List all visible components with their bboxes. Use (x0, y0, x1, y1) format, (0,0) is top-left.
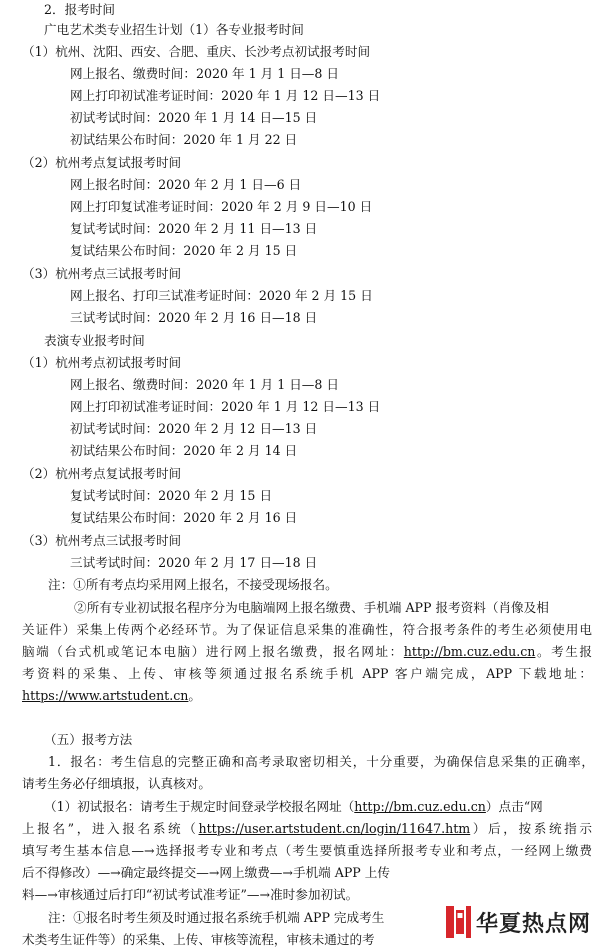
perf-initial-title: （1）杭州考点初试报考时间 (22, 355, 182, 370)
performance-heading: 表演专业报考时间 (44, 333, 145, 348)
note-1: 注：①所有考点均采用网上报名，不接受现场报名。 (48, 577, 338, 592)
list-item: 网上打印初试准考证时间：2020 年 1 月 12 日—13 日 (70, 399, 381, 414)
note-2-line-5 (22, 686, 603, 706)
list-item: 三试考试时间：2020 年 2 月 17 日—18 日 (70, 555, 318, 570)
note-2-line-1: ②所有专业初试报名程序分为电脑端网上报名缴费、手机端 APP 报考资料（肖像及相 (74, 600, 549, 615)
registration-link[interactable]: http://bm.cuz.edu.cn (403, 644, 536, 659)
list-item: 初试结果公布时间：2020 年 2 月 14 日 (70, 443, 298, 458)
initial-registration-line-4: 后不得修改）—→确定最终提交—→网上缴费—→手机端 APP 上传 (22, 865, 390, 880)
registration-note-line-1: 注：①报名时考生须及时通过报名系统手机端 APP 完成考生 (48, 910, 385, 925)
artstudent-login-link[interactable]: https://user.artstudent.cn/login/11647.htm (198, 821, 471, 836)
initial-registration-line-2 (22, 819, 592, 839)
note-2-line-3 (22, 642, 592, 662)
site-watermark (440, 903, 595, 941)
list-item: 三试考试时间：2020 年 2 月 16 日—18 日 (70, 310, 318, 325)
list-item: 初试考试时间：2020 年 2 月 12 日—13 日 (70, 421, 318, 436)
list-item: 网上报名、缴费时间：2020 年 1 月 1 日—8 日 (70, 377, 340, 392)
watermark-logo-icon (444, 905, 472, 939)
note-2-line-2: 关证件）采集上传两个必经环节。为了保证信息采集的准确性，符合报考条件的考生必须使用电 (22, 622, 592, 637)
registration-paragraph-line-2: 请考生务必仔细填报，认真核对。 (22, 776, 211, 791)
registration-paragraph-line-1: 1．报名：考生信息的完整正确和高考录取密切相关，十分重要，为确保信息采集的正确率， (48, 754, 594, 769)
initial-registration-line-3: 填写考生基本信息—→选择报考专业和考点（考生要慎重选择所报考专业和考点，一经网上缴费 (22, 843, 592, 858)
section-heading-registration-time: 2．报考时间 (44, 2, 115, 17)
list-item: 复试考试时间：2020 年 2 月 11 日—13 日 (70, 221, 318, 236)
school-registration-link[interactable]: http://bm.cuz.edu.cn (354, 799, 486, 814)
note-2-text: 脑端（台式机或笔记本电脑）进行网上报名缴费，报名网址： (22, 644, 404, 659)
initial-exam-title: （1）杭州、沈阳、西安、合肥、重庆、长沙考点初试报考时间 (22, 44, 371, 59)
retest-title: （2）杭州考点复试报考时间 (22, 155, 182, 170)
third-test-title: （3）杭州考点三试报考时间 (22, 266, 182, 281)
initial-registration-line-1 (44, 797, 594, 817)
paragraph-text: ）后，按系统指示 (470, 821, 592, 836)
registration-note-line-2: 术类考生证件等）的采集、上传、审核等流程，审核未通过的考 (22, 932, 375, 947)
list-item: 网上打印复试准考证时间：2020 年 2 月 9 日—10 日 (70, 199, 373, 214)
initial-registration-line-5: 料—→审核通过后打印“初试考试准考证”—→准时参加初试。 (22, 887, 359, 902)
list-item: 复试考试时间：2020 年 2 月 15 日 (70, 488, 273, 503)
list-item: 网上报名、打印三试准考证时间：2020 年 2 月 15 日 (70, 288, 373, 303)
note-2-text: 。考生报 (535, 644, 592, 659)
perf-third-title: （3）杭州考点三试报考时间 (22, 533, 182, 548)
app-download-link[interactable]: https://www.artstudent.cn (22, 688, 189, 703)
list-item: 初试结果公布时间：2020 年 1 月 22 日 (70, 132, 298, 147)
paragraph-text: ）点击“网 (485, 799, 543, 814)
list-item: 复试结果公布时间：2020 年 2 月 15 日 (70, 243, 298, 258)
watermark-text: 华夏热点网 (475, 911, 591, 937)
paragraph-text: 上报名”，进入报名系统（ (22, 821, 199, 836)
list-item: 网上报名、缴费时间：2020 年 1 月 1 日—8 日 (70, 66, 340, 81)
broadcast-plan-heading: 广电艺术类专业招生计划（1）各专业报考时间 (44, 22, 304, 37)
list-item: 网上打印初试准考证时间：2020 年 1 月 12 日—13 日 (70, 88, 381, 103)
paragraph-text: （1）初试报名：请考生于规定时间登录学校报名网址（ (44, 799, 355, 814)
list-item: 复试结果公布时间：2020 年 2 月 16 日 (70, 510, 298, 525)
list-item: 网上报名时间：2020 年 2 月 1 日—6 日 (70, 177, 302, 192)
note-2-line-4: 考资料的采集、上传、审核等须通过报名系统手机 APP 客户端完成，APP 下载地址： (22, 666, 592, 681)
note-2-text: 。 (188, 688, 202, 703)
section-heading-registration-method: （五）报考方法 (44, 732, 133, 747)
perf-retest-title: （2）杭州考点复试报考时间 (22, 466, 182, 481)
list-item: 初试考试时间：2020 年 1 月 14 日—15 日 (70, 110, 318, 125)
